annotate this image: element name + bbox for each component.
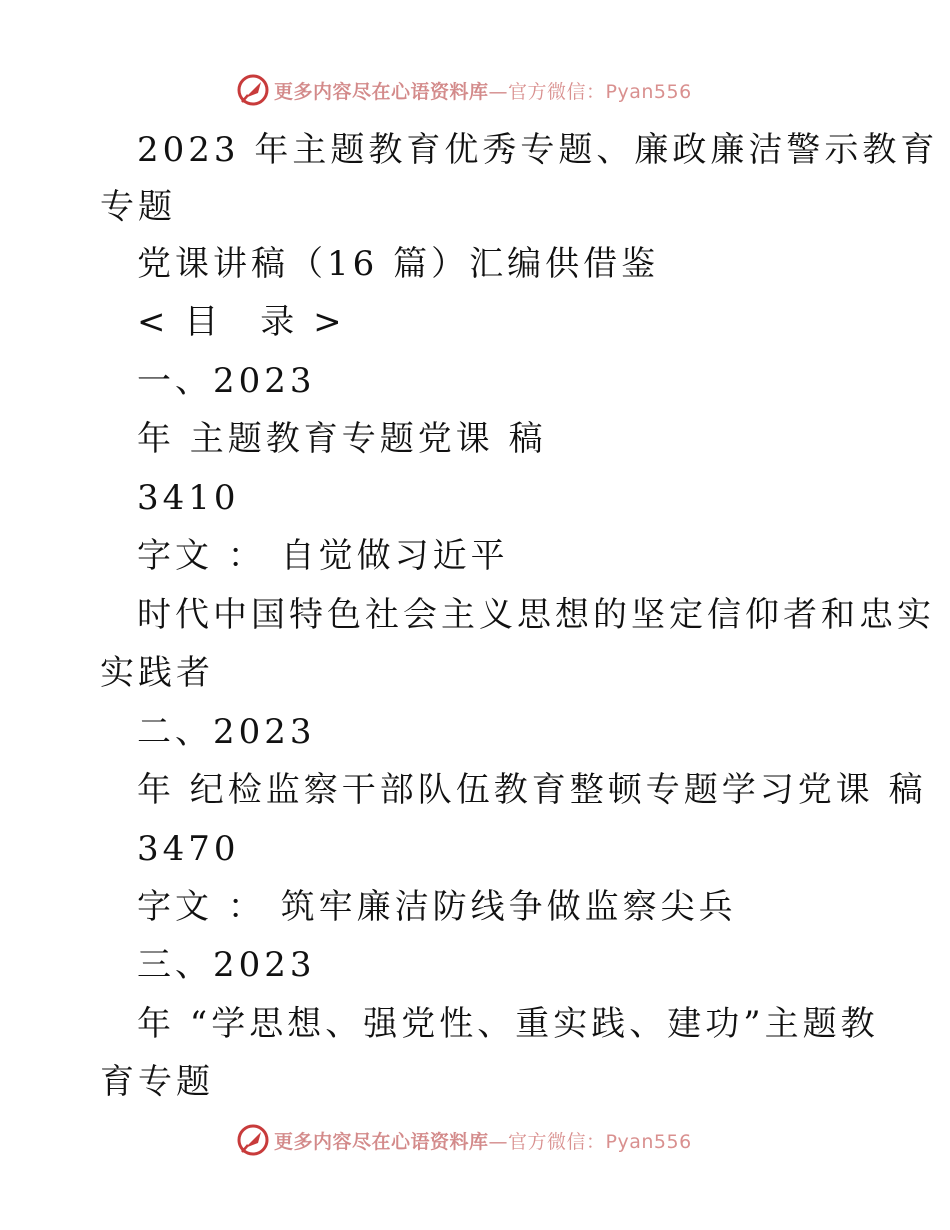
watermark-contact: 官方微信：Pyan556 <box>508 1130 692 1153</box>
toc-item: 三、2023 <box>137 945 316 985</box>
watermark-text: 更多内容尽在心语资料库—官方微信：Pyan556 <box>274 80 692 103</box>
watermark-contact: 官方微信：Pyan556 <box>508 80 692 103</box>
toc-heading: < 目 录 > <box>137 302 346 342</box>
quill-logo-icon <box>236 1123 270 1157</box>
toc-item: 年 “学思想、强党性、重实践、建功”主题教 <box>137 1004 879 1044</box>
toc-item: 3410 <box>137 478 240 518</box>
toc-item: 一、2023 <box>137 361 316 401</box>
title-line-2: 专题 <box>100 187 176 227</box>
toc-item: 字文 ： 筑牢廉洁防线争做监察尖兵 <box>137 887 737 927</box>
title-line-3: 党课讲稿（16 篇）汇编供借鉴 <box>137 244 660 284</box>
toc-item: 二、2023 <box>137 712 316 752</box>
toc-item: 育专题 <box>100 1062 214 1102</box>
toc-item: 时代中国特色社会主义思想的坚定信仰者和忠实 <box>137 595 935 635</box>
toc-item: 年 主题教育专题党课 稿 <box>137 419 547 459</box>
header-watermark <box>236 70 692 110</box>
toc-item: 3470 <box>137 829 240 869</box>
toc-item: 字文 ： 自觉做习近平 <box>137 536 509 576</box>
quill-logo-icon <box>236 73 270 107</box>
watermark-text: 更多内容尽在心语资料库—官方微信：Pyan556 <box>274 1130 692 1153</box>
toc-item: 实践者 <box>100 653 214 693</box>
footer-watermark <box>236 1120 692 1160</box>
title-line-1: 2023 年主题教育优秀专题、廉政廉洁警示教育 <box>137 130 939 170</box>
toc-item: 年 纪检监察干部队伍教育整顿专题学习党课 稿 <box>137 770 927 810</box>
